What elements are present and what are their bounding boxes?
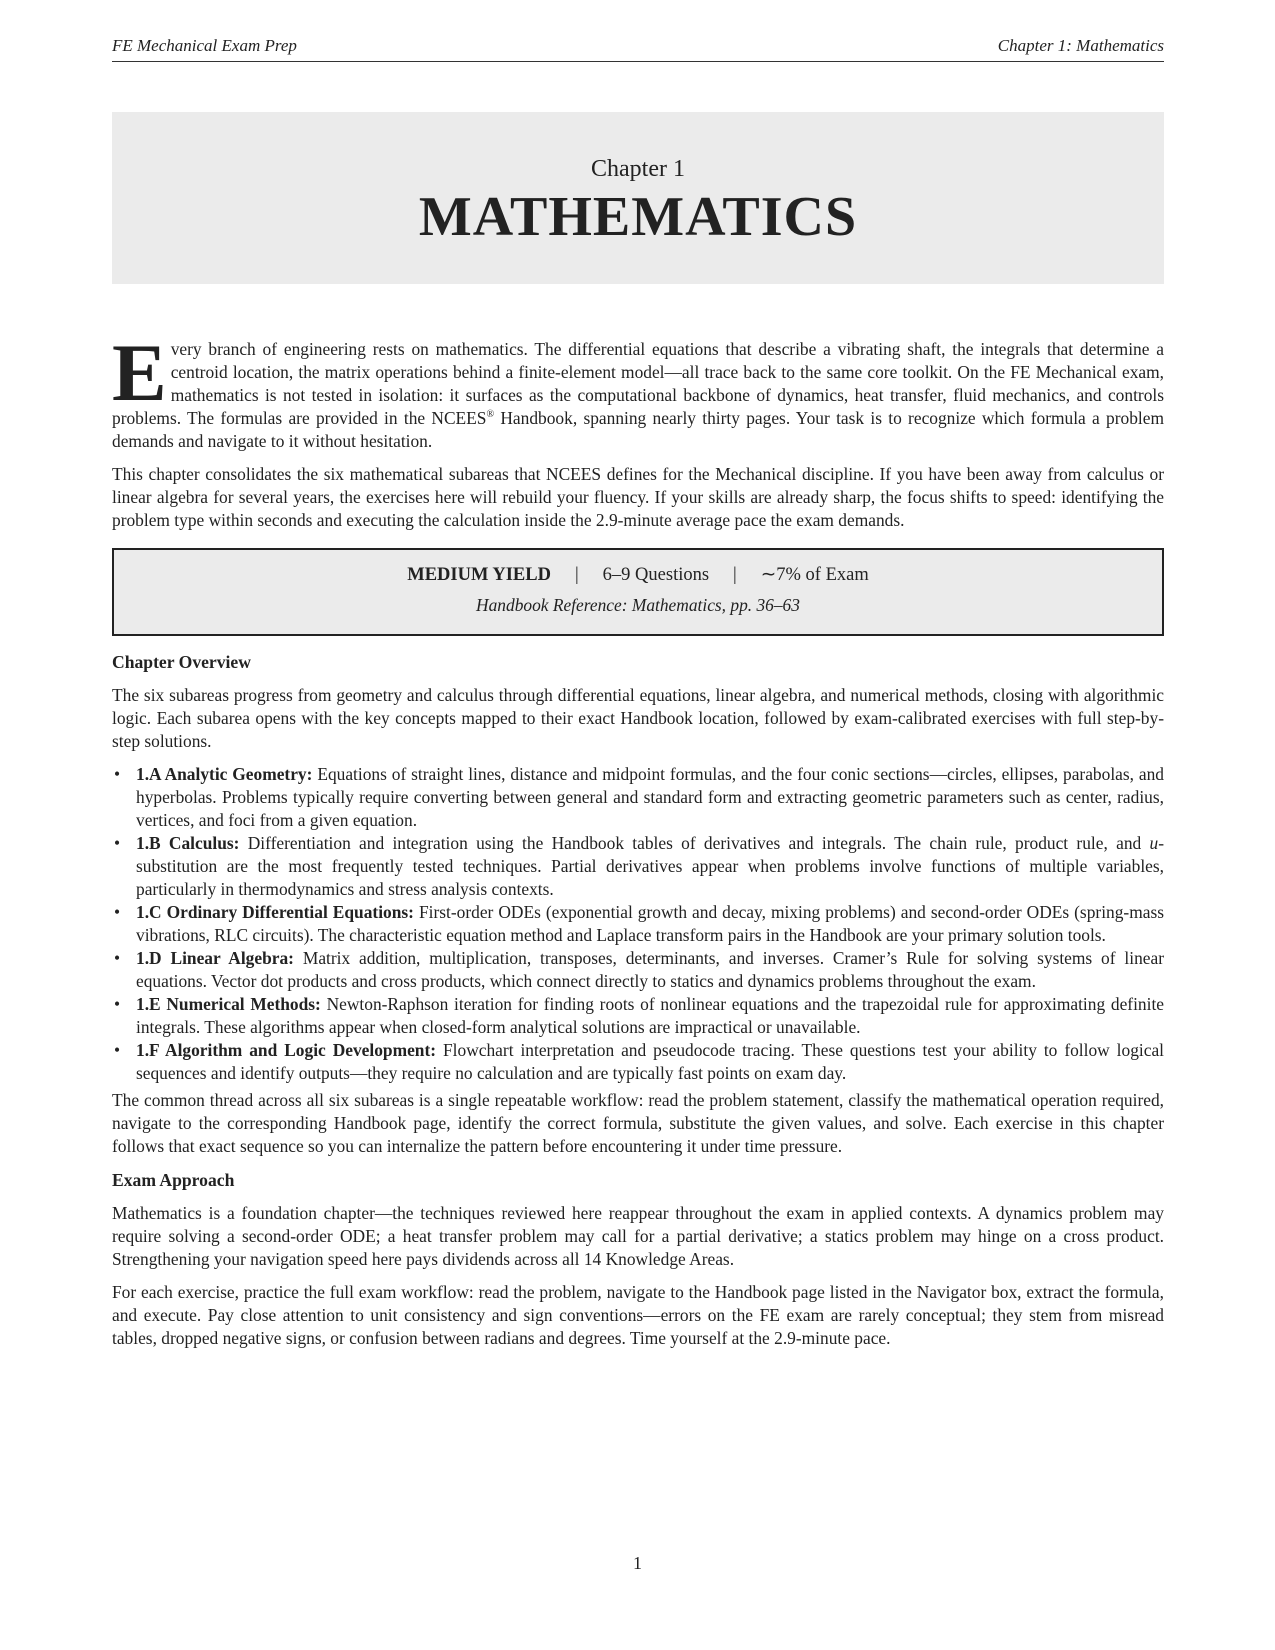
list-item <box>112 993 1164 1039</box>
subarea-description: Equations of straight lines, distance and midpoint formulas, and the four conic sections—circles, ellipses, parabolas, and hyperbolas. Problems typically require converting between general and standard form and extracting geometric parameters such as center, radius, vertices, and foci from a given equation. <box>136 764 1164 830</box>
bullet-icon: • <box>114 833 121 853</box>
chapter-title: MATHEMATICS <box>418 186 858 248</box>
subarea-description: -substitution are the most frequently tested techniques. Partial derivatives appear when problems involve functions of multiple variables, particularly in thermodynamics and stress analysis contexts. <box>136 833 1164 899</box>
intro-paragraph-1-text-b: Handbook, spanning nearly thirty pages. Your task is to recognize which formula a problem demands and navigate to it without hesitation. <box>112 408 1164 451</box>
subarea-label: 1.B Calculus: <box>136 833 240 853</box>
separator: | <box>574 565 579 585</box>
separator: | <box>733 565 737 585</box>
bullet-icon: • <box>114 994 121 1014</box>
overview-closing: The common thread across all six subareas is a single repeatable workflow: read the problem statement, classify the mathematical operation required, navigate to the corresponding Handbook page, identify the correct formula, substitute the given values, and solve. Each exercise in this chapter follows that exact sequence so you can internalize the pattern before encountering it under time pressure. <box>112 1090 1164 1156</box>
handbook-reference: Handbook Reference: Mathematics, pp. 36–63 <box>476 595 800 615</box>
bullet-icon: • <box>114 764 121 784</box>
subarea-description: Newton-Raphson iteration for finding roots of nonlinear equations and the trapezoidal rule for approximating definite integrals. These algorithms appear when closed-form analytical solutions are impractical or unavailable. <box>136 994 1164 1037</box>
bullet-icon: • <box>114 1040 121 1060</box>
subarea-description: Differentiation and integration using the Handbook tables of derivatives and integrals. The chain rule, product rule, and <box>239 833 1150 853</box>
exam-percent: ∼7% of Exam <box>760 565 869 585</box>
subarea-label: 1.F Algorithm and Logic Development: <box>136 1040 437 1060</box>
intro-paragraph-2: This chapter consolidates the six mathematical subareas that NCEES defines for the Mechanical discipline. If you have been away from calculus or linear algebra for several years, the exercises here will rebuild your fluency. If your skills are already sharp, the focus shifts to speed: identifying the problem type within seconds and executing the calculation inside the 2.9-minute average pace the exam demands. <box>112 464 1164 530</box>
approach-paragraph-1: Mathematics is a foundation chapter—the techniques reviewed here reappear throughout the exam in applied contexts. A dynamics problem may require solving a second-order ODE; a heat transfer problem may call for a partial derivative; a statics problem may hinge on a cross product. Strengthening your navigation speed here pays dividends across all 14 Knowledge Areas. <box>112 1203 1164 1269</box>
yield-summary <box>114 562 1162 588</box>
header-book-title: FE Mechanical Exam Prep <box>112 36 297 55</box>
page-number: 1 <box>633 1553 642 1573</box>
subarea-label: 1.D Linear Algebra: <box>136 948 294 968</box>
registered-mark: ® <box>486 409 495 421</box>
subarea-label: 1.A Analytic Geometry: <box>136 764 313 784</box>
overview-heading: Chapter Overview <box>112 652 251 672</box>
approach-heading: Exam Approach <box>112 1170 235 1190</box>
list-item <box>112 901 1164 947</box>
bullet-icon: • <box>114 902 121 922</box>
intro-paragraph-1 <box>112 327 1164 453</box>
subarea-description: Flowchart interpretation and pseudocode tracing. These questions test your ability to follow logical sequences and identify outputs—they require no calculation and are typically fast points on exam day. <box>136 1040 1164 1083</box>
drop-cap: E <box>112 327 167 418</box>
list-item <box>112 763 1164 832</box>
chapter-content <box>112 327 1164 1360</box>
subarea-description: First-order ODEs (exponential growth and decay, mixing problems) and second-order ODEs (spring-mass vibrations, RLC circuits). The characteristic equation method and Laplace transform pairs in the Handbook are your primary solution tools. <box>136 902 1164 945</box>
list-item <box>112 947 1164 993</box>
subarea-description: Matrix addition, multiplication, transposes, determinants, and inverses. Cramer’s Rule for solving systems of linear equations. Vector dot products and cross products, which connect directly to statics and dynamics problems throughout the exam. <box>136 948 1164 991</box>
math-variable: u <box>1149 833 1159 853</box>
chapter-number: Chapter 1 <box>591 156 685 182</box>
intro-paragraph-1-text-a: very branch of engineering rests on mathematics. The differential equations that describe a vibrating shaft, the integrals that determine a centroid location, the matrix operations behind a finite-element model—all trace back to the same core toolkit. On the FE Mechanical exam, mathematics is not tested in isolation: it surfaces as the computational backbone of dynamics, heat transfer, fluid mechanics, and controls problems. The formulas are provided in the NCEES <box>112 339 1164 428</box>
subarea-list <box>112 763 1164 1085</box>
subarea-label: 1.C Ordinary Differential Equations: <box>136 902 414 922</box>
yield-level: MEDIUM YIELD <box>407 565 551 585</box>
approach-paragraph-2: For each exercise, practice the full exam workflow: read the problem, navigate to the Handbook page listed in the Navigator box, extract the formula, and execute. Pay close attention to unit consistency and sign conventions—errors on the FE exam are rarely conceptual; they stem from misread tables, dropped negative signs, or confusion between radians and degrees. Time yourself at the 2.9-minute pace. <box>112 1282 1164 1348</box>
bullet-icon: • <box>114 948 121 968</box>
question-count: 6–9 Questions <box>602 565 710 585</box>
list-item <box>112 832 1164 901</box>
running-header <box>112 34 1164 62</box>
yield-info-box <box>112 548 1164 636</box>
header-chapter-title: Chapter 1: Mathematics <box>997 36 1164 55</box>
subarea-label: 1.E Numerical Methods: <box>136 994 321 1014</box>
list-item <box>112 1039 1164 1085</box>
chapter-banner <box>112 112 1164 284</box>
overview-intro: The six subareas progress from geometry and calculus through differential equations, linear algebra, and numerical methods, closing with algorithmic logic. Each subarea opens with the key concepts mapped to their exact Handbook location, followed by exam-calibrated exercises with full step-by-step solutions. <box>112 685 1164 751</box>
